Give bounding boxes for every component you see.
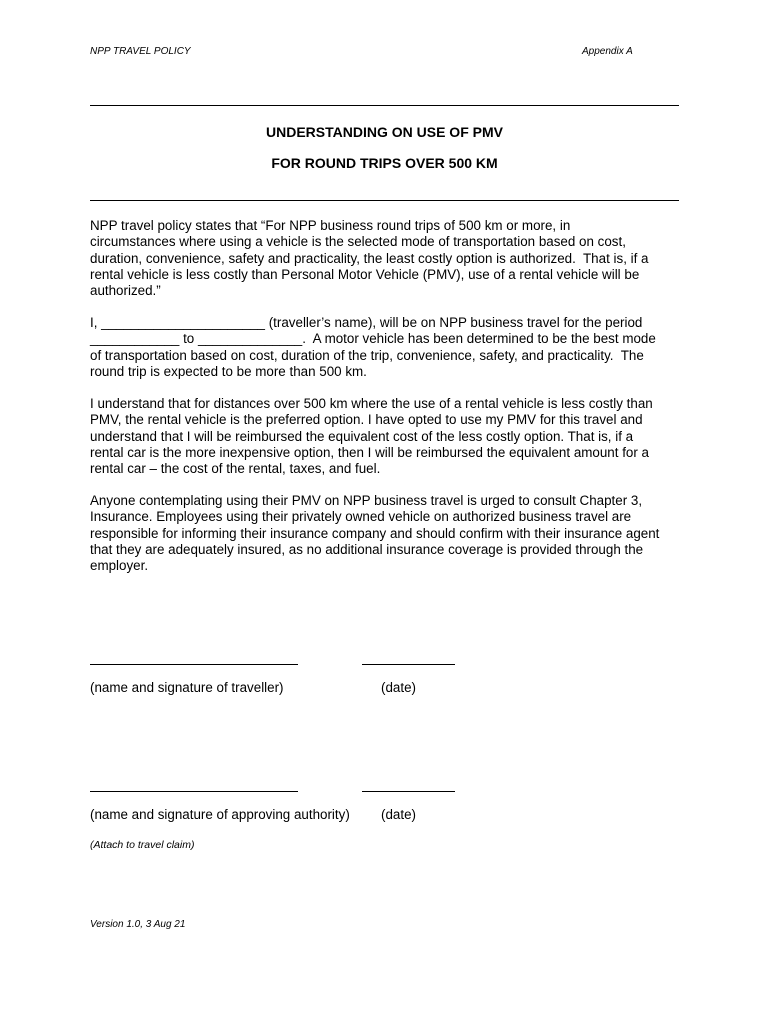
paragraph-line: of transportation based on cost, duration of the trip, convenience, safety, and practicality. The: [90, 347, 644, 363]
reimbursement-understanding-paragraph: [90, 396, 682, 477]
approver-signature-label: (name and signature of approving authority): [90, 807, 350, 822]
paragraph-line: Anyone contemplating using their PMV on NPP business travel is urged to consult Chapter 3,: [90, 493, 643, 508]
paragraph-line: I understand that for distances over 500 km where the use of a rental vehicle is less costly than: [90, 396, 653, 411]
attach-note: (Attach to travel claim): [90, 839, 195, 851]
paragraph-line: PMV, the rental vehicle is the preferred option. I have opted to use my PMV for this travel and: [90, 412, 643, 428]
paragraph-line: rental car is the more inexpensive option, then I will be reimbursed the equivalent amount for a: [90, 444, 649, 460]
paragraph-line: employer.: [90, 558, 149, 574]
paragraph-line: that they are adequately insured, as no additional insurance coverage is provided through the: [90, 541, 644, 557]
paragraph-line: rental car – the cost of the rental, taxes, and fuel.: [90, 461, 381, 477]
document-subtitle: FOR ROUND TRIPS OVER 500 KM: [271, 155, 498, 171]
paragraph-line: rental vehicle is less costly than Personal Motor Vehicle (PMV), use of a rental vehicle will be: [90, 266, 640, 282]
traveller-date-label: (date): [381, 680, 416, 695]
paragraph-line: authorized.”: [90, 283, 161, 299]
approver-date-label: (date): [381, 807, 416, 822]
paragraph-line: understand that I will be reimbursed the equivalent cost of the less costly option. That is, if a: [90, 428, 634, 444]
traveller-date-line[interactable]: [362, 664, 455, 665]
version-footer: Version 1.0, 3 Aug 21: [90, 919, 186, 930]
paragraph-line: Insurance. Employees using their privately owned vehicle on authorized business travel are: [90, 509, 632, 525]
header-left: NPP TRAVEL POLICY: [90, 46, 191, 57]
document-title: UNDERSTANDING ON USE OF PMV: [266, 124, 503, 140]
paragraph-line: circumstances where using a vehicle is the selected mode of transportation based on cost,: [90, 234, 626, 250]
traveller-signature-label: (name and signature of traveller): [90, 680, 284, 695]
paragraph-line: responsible for informing their insurance company and should confirm with their insurance agent: [90, 525, 660, 541]
approver-signature-line[interactable]: [90, 791, 298, 792]
paragraph-line: round trip is expected to be more than 500 km.: [90, 363, 367, 379]
traveller-signature-line[interactable]: [90, 664, 298, 665]
paragraph-line: NPP travel policy states that “For NPP business round trips of 500 km or more, in: [90, 218, 571, 233]
top-rule: [90, 105, 679, 106]
policy-statement-paragraph: [90, 218, 682, 299]
traveller-declaration-paragraph: [90, 315, 682, 380]
approver-date-line[interactable]: [362, 791, 455, 792]
title-bottom-rule: [90, 200, 679, 201]
insurance-paragraph: [90, 493, 682, 574]
paragraph-line: duration, convenience, safety and practicality, the least costly option is authorized. That is, if a: [90, 250, 649, 266]
paragraph-line: ____________ to ______________. A motor vehicle has been determined to be the best mode: [90, 331, 656, 347]
paragraph-line: I, ______________________ (traveller’s name), will be on NPP business travel for the period: [90, 315, 643, 330]
header-right: Appendix A: [582, 46, 633, 57]
